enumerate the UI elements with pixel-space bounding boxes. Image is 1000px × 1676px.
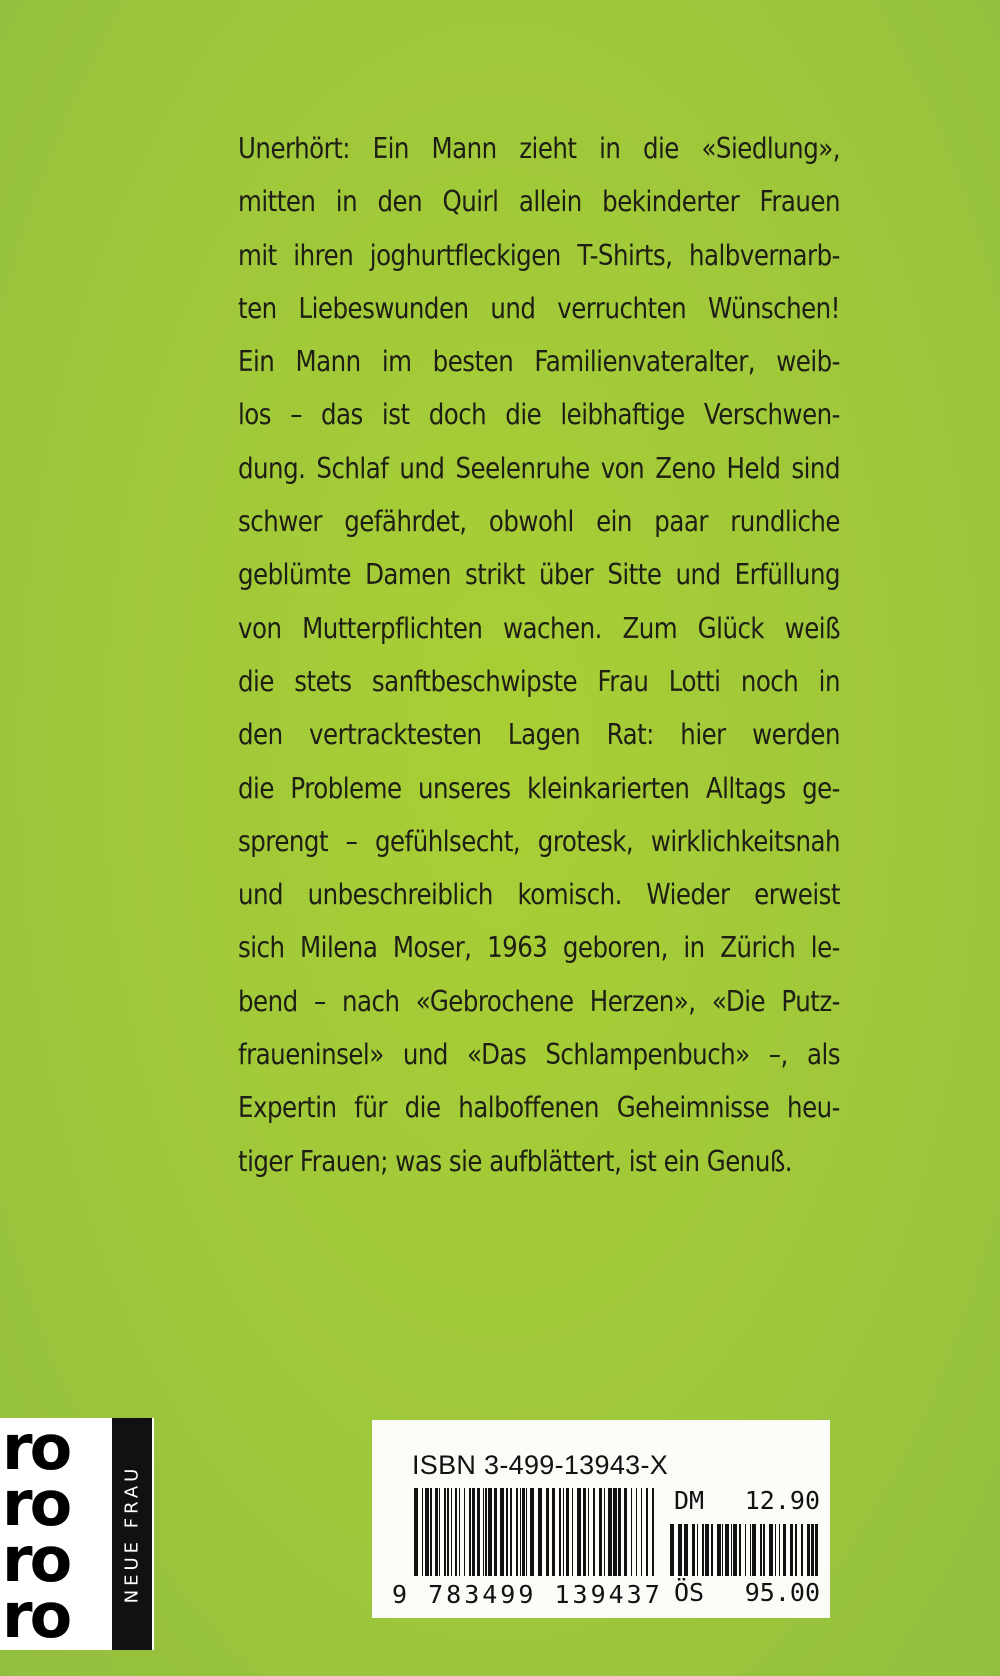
barcode-bar — [422, 1488, 423, 1576]
blurb-line: die Probleme unseres kleinkarierten Alltags ge- — [238, 771, 840, 805]
barcode-bar — [500, 1488, 504, 1576]
blurb-line: dung. Schlaf und Seelenruhe von Zeno Held sind — [238, 451, 840, 485]
blurb-line: die stets sanftbeschwipste Frau Lotti noch in — [238, 664, 840, 698]
barcode-bar — [613, 1488, 617, 1576]
blurb-line: schwer gefährdet, obwohl ein paar rundliche — [238, 505, 840, 539]
barcode-bar — [559, 1488, 561, 1576]
barcode-bar — [725, 1524, 729, 1576]
barcode-bar — [472, 1488, 475, 1576]
barcode-bar — [425, 1488, 429, 1576]
barcode-bar — [414, 1488, 418, 1576]
price-barcode — [670, 1524, 820, 1576]
barcode-bar — [522, 1488, 525, 1576]
barcode-bar — [801, 1524, 803, 1576]
price-dm-amount: 12.90 — [744, 1486, 820, 1515]
blurb-line: los – das ist doch die leibhaftige Verschwen- — [238, 398, 840, 432]
barcode-bar — [731, 1524, 732, 1576]
barcode-bar — [779, 1524, 780, 1576]
barcode-bar — [483, 1488, 484, 1576]
barcode-bar — [631, 1488, 632, 1576]
barcode-bar — [477, 1488, 480, 1576]
barcode-bar — [811, 1524, 814, 1576]
barcode-bar — [678, 1524, 682, 1576]
barcode-bar — [583, 1488, 586, 1576]
barcode-bar — [599, 1488, 602, 1576]
barcode-bar — [604, 1488, 605, 1576]
barcode-bar — [775, 1524, 776, 1576]
barcode-bar — [430, 1488, 432, 1576]
blurb-line: von Mutterpflichten wachen. Zum Glück weiß — [238, 611, 840, 645]
barcode-bar — [469, 1488, 471, 1576]
barcode-bar — [717, 1524, 721, 1576]
ean-barcode — [414, 1488, 654, 1576]
barcode-bar — [790, 1524, 793, 1576]
barcode-bar — [670, 1524, 674, 1576]
barcode-bar — [538, 1488, 542, 1576]
barcode-bar — [464, 1488, 465, 1576]
ean-number: 9 783499 139437 — [392, 1580, 663, 1609]
barcode-bar — [711, 1524, 713, 1576]
barcode-bar — [526, 1488, 527, 1576]
barcode-bar — [760, 1524, 762, 1576]
barcode-bar — [652, 1488, 654, 1576]
logo-syllable: ro — [2, 1467, 70, 1540]
barcode-bar — [566, 1488, 569, 1576]
isbn-number: ISBN 3-499-13943-X — [412, 1450, 669, 1480]
barcode-bar — [752, 1524, 756, 1576]
barcode-bar — [807, 1524, 810, 1576]
blurb-line: ten Liebeswunden und verruchten Wünschen! — [238, 291, 840, 325]
barcode-bar — [510, 1488, 512, 1576]
barcode-bar — [588, 1488, 589, 1576]
barcode-bar — [506, 1488, 508, 1576]
barcode-bar — [485, 1488, 487, 1576]
barcode-bar — [444, 1488, 446, 1576]
barcode-bar — [783, 1524, 786, 1576]
logo-syllable: ro — [2, 1523, 70, 1596]
barcode-bar — [439, 1488, 440, 1576]
barcode-bar — [705, 1524, 709, 1576]
barcode-bar — [763, 1524, 765, 1576]
price-os-amount: 95.00 — [744, 1578, 820, 1607]
barcode-bar — [593, 1488, 595, 1576]
blurb-line: sich Milena Moser, 1963 geboren, in Zürich le- — [238, 931, 840, 965]
barcode-bar — [815, 1524, 818, 1576]
barcode-bar — [769, 1524, 773, 1576]
barcode-bar — [516, 1488, 518, 1576]
blurb-line: Expertin für die halboffenen Geheimnisse heu- — [238, 1091, 840, 1125]
barcode-bar — [692, 1524, 695, 1576]
barcode-bar — [697, 1524, 698, 1576]
blurb-line: mitten in den Quirl allein bekinderter Frauen — [238, 185, 840, 219]
barcode-bar — [494, 1488, 497, 1576]
barcode-bar — [722, 1524, 723, 1576]
barcode-bar — [546, 1488, 549, 1576]
blurb-line: tiger Frauen; was sie aufblättert, ist ein Genuß. — [238, 1144, 793, 1178]
blurb-line: mit ihren joghurtfleckigen T-Shirts, halbvernarb- — [238, 238, 840, 272]
barcode-bar — [702, 1524, 704, 1576]
barcode-bar — [488, 1488, 492, 1576]
barcode-bar — [750, 1524, 751, 1576]
blurb-line: und unbeschreiblich komisch. Wieder erweist — [238, 878, 840, 912]
barcode-bar — [455, 1488, 457, 1576]
blurb-line: den vertracktesten Lagen Rat: hier werden — [238, 718, 840, 752]
barcode-bar — [577, 1488, 581, 1576]
barcode-bar — [447, 1488, 449, 1576]
barcode-label — [372, 1420, 830, 1618]
rororo-logo — [0, 1411, 154, 1652]
logo-syllable: ro — [2, 1579, 70, 1652]
barcode-bar — [618, 1488, 621, 1576]
barcode-bar — [795, 1524, 797, 1576]
barcode-bar — [552, 1488, 555, 1576]
barcode-bar — [646, 1488, 648, 1576]
barcode-bar — [563, 1488, 564, 1576]
barcode-bar — [451, 1488, 452, 1576]
barcode-bar — [641, 1488, 642, 1576]
blurb-line: fraueninsel» und «Das Schlampenbuch» –, als — [238, 1038, 840, 1072]
series-name: NEUE FRAU — [121, 1464, 143, 1604]
barcode-bar — [684, 1524, 688, 1576]
blurb-text — [238, 122, 840, 1188]
rororo-wordmark — [2, 1411, 112, 1652]
barcode-bar — [745, 1524, 746, 1576]
series-band — [112, 1418, 152, 1650]
blurb-line: Unerhört: Ein Mann zieht in die «Siedlung», — [238, 132, 840, 165]
barcode-bar — [733, 1524, 737, 1576]
barcode-bar — [636, 1488, 637, 1576]
blurb-line: bend – nach «Gebrochene Herzen», «Die Putz- — [238, 984, 840, 1018]
barcode-bar — [530, 1488, 534, 1576]
barcode-bar — [739, 1524, 741, 1576]
blurb-line: Ein Mann im besten Familienvateralter, weib- — [238, 345, 840, 379]
currency-dm: DM — [674, 1486, 705, 1515]
barcode-bar — [608, 1488, 612, 1576]
barcode-bar — [520, 1488, 521, 1576]
barcode-bar — [624, 1488, 627, 1576]
blurb-line: sprengt – gefühlsecht, grotesk, wirklichkeitsnah — [238, 824, 840, 858]
barcode-bar — [435, 1488, 438, 1576]
blurb-line: geblümte Damen strikt über Sitte und Erfüllung — [238, 558, 840, 592]
barcode-bar — [459, 1488, 460, 1576]
logo-syllable: ro — [2, 1411, 70, 1484]
currency-os: ÖS — [674, 1578, 705, 1607]
barcode-bar — [572, 1488, 573, 1576]
